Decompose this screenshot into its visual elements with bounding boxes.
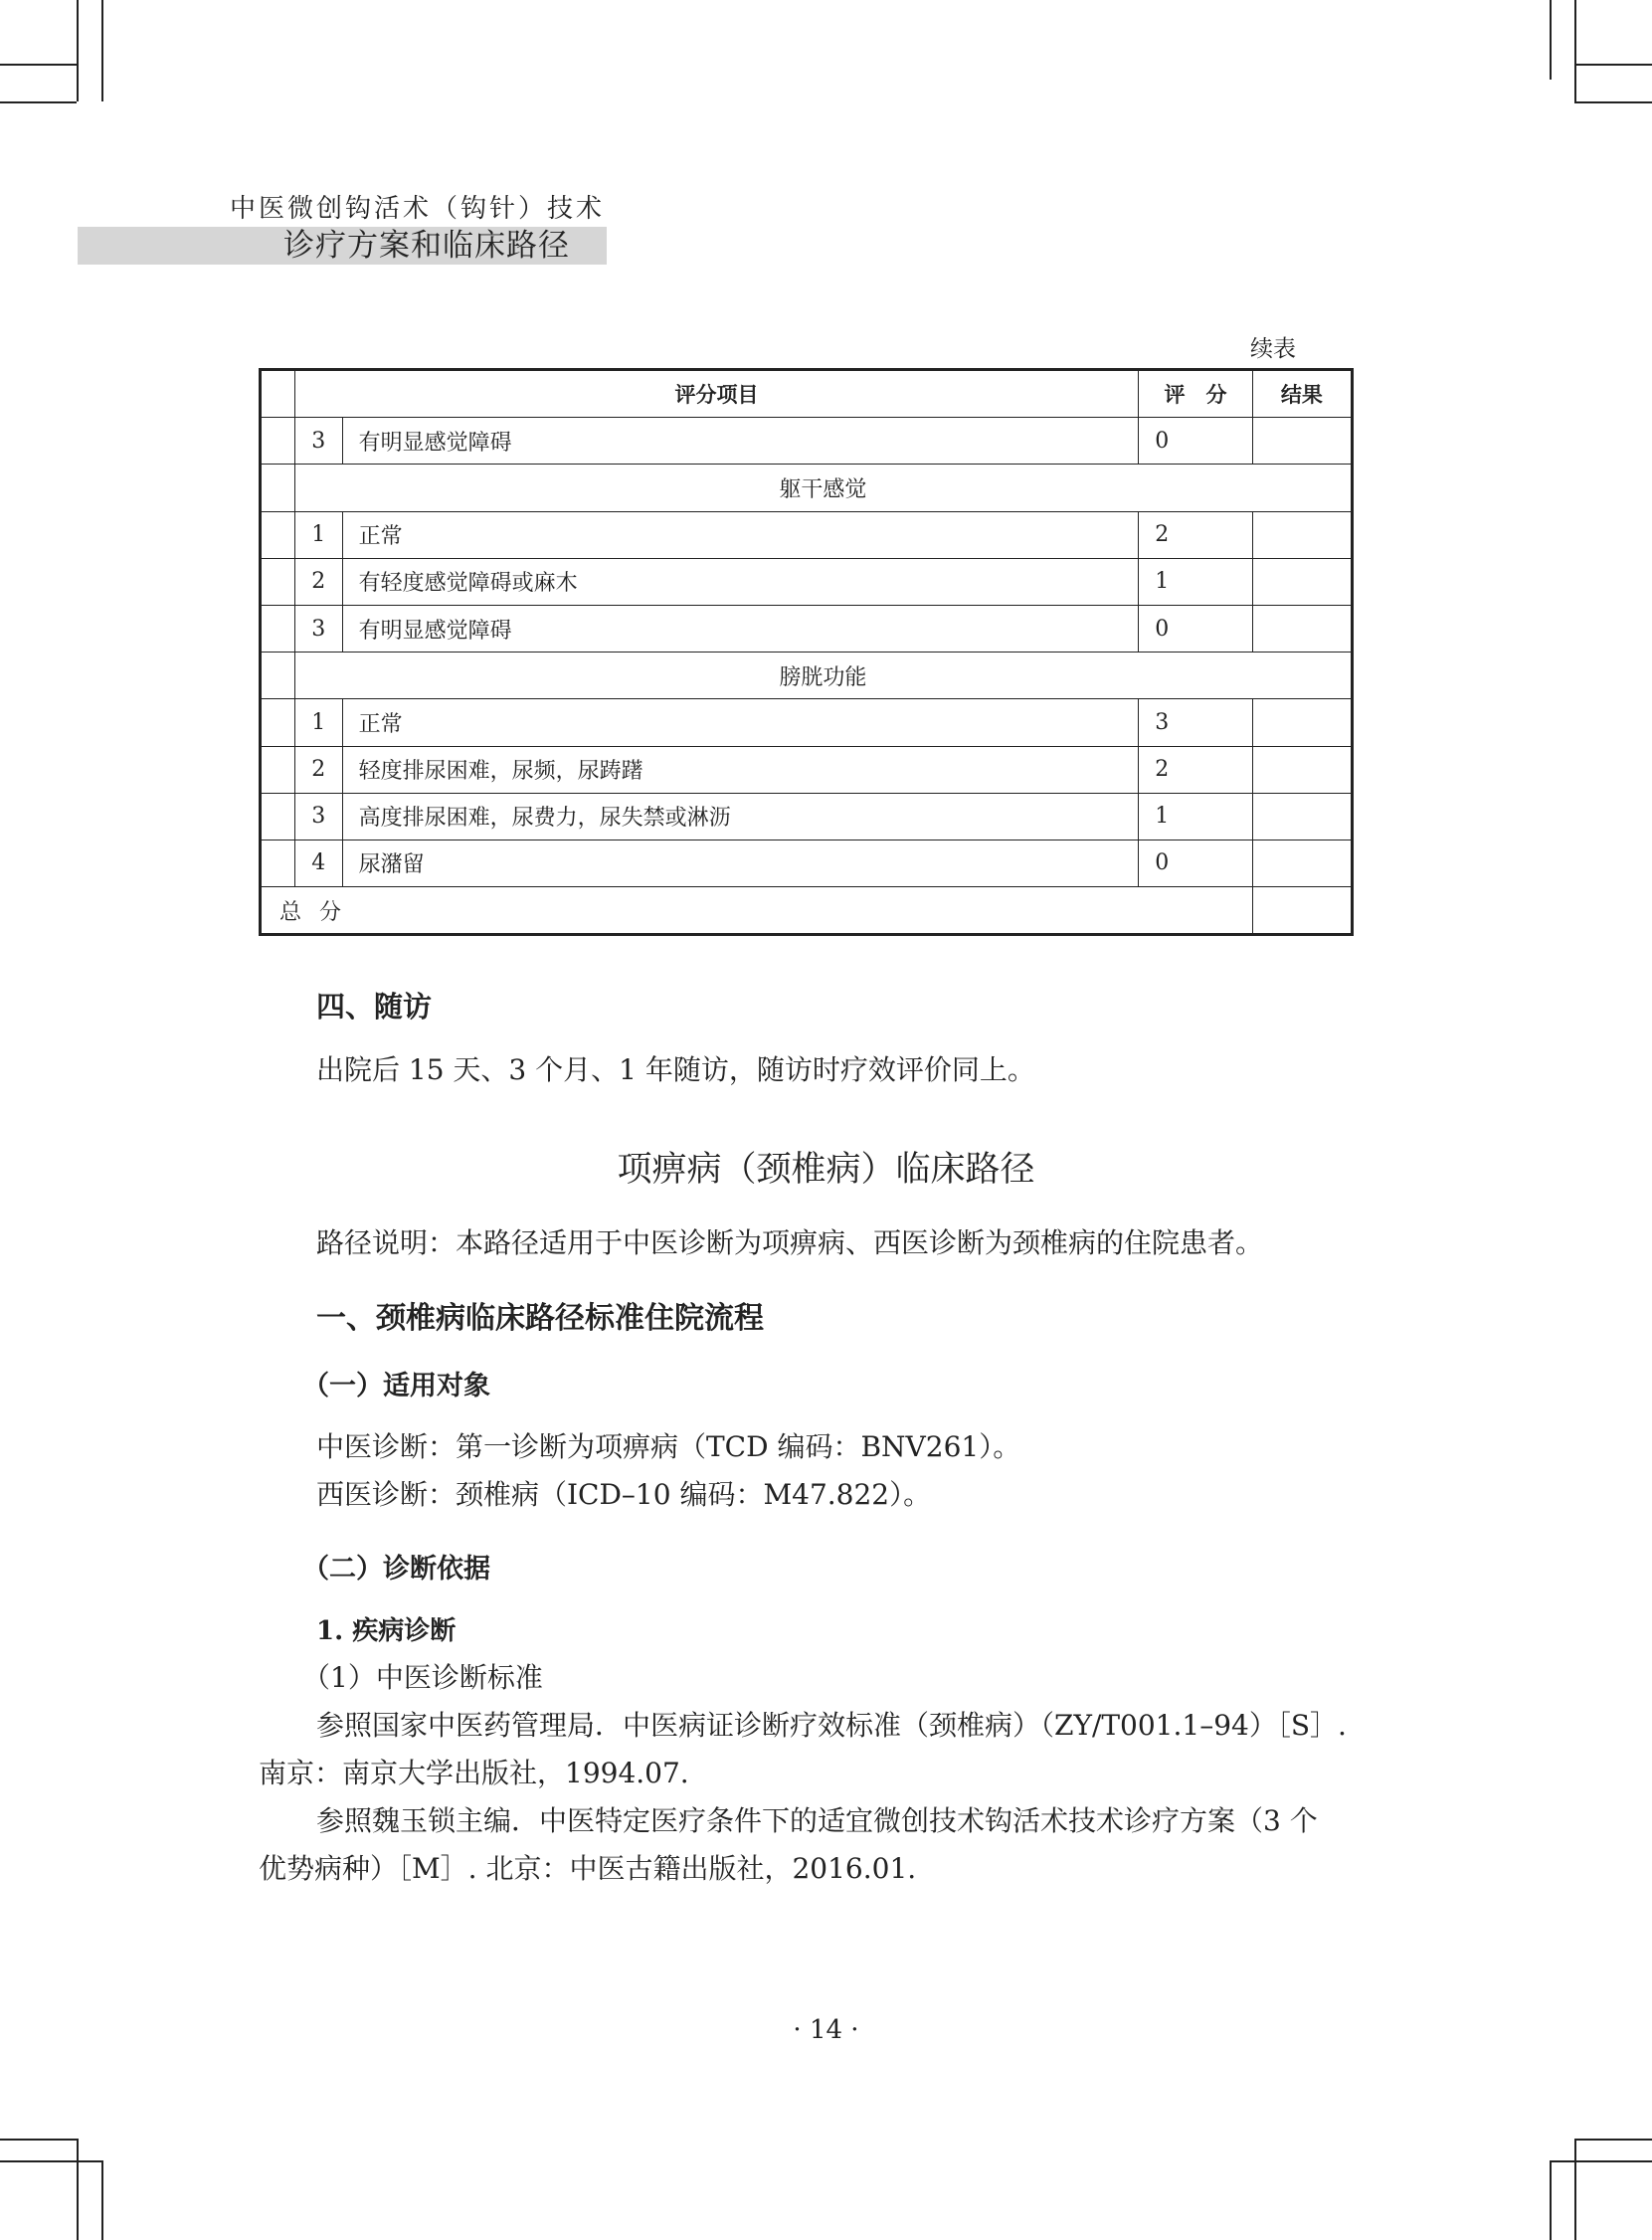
table-row <box>261 558 1353 605</box>
row-score: 3 <box>1139 699 1252 746</box>
section-label: 膀胱功能 <box>294 653 1352 699</box>
score-table <box>259 368 1354 936</box>
row-score: 0 <box>1139 840 1252 886</box>
item-tcm-criteria: （1）中医诊断标准 <box>302 1661 543 1694</box>
table-header-row <box>261 370 1353 418</box>
table-cell <box>261 840 295 886</box>
section-heading-1: 一、颈椎病临床路径标准住院流程 <box>316 1301 764 1336</box>
row-description: 高度排尿困难，尿费力，尿失禁或淋沥 <box>342 793 1139 840</box>
crop-mark <box>1574 0 1576 101</box>
table-cell <box>261 465 295 511</box>
row-result <box>1252 793 1352 840</box>
row-index: 1 <box>294 699 342 746</box>
row-score: 1 <box>1139 793 1252 840</box>
western-diagnosis: 西医诊断：颈椎病（ICD–10 编码：M47.822）。 <box>316 1478 932 1511</box>
table-cell <box>261 793 295 840</box>
crop-mark <box>0 64 77 66</box>
row-description: 有轻度感觉障碍或麻木 <box>342 558 1139 605</box>
table-section-row <box>261 465 1353 511</box>
row-result <box>1252 558 1352 605</box>
crop-mark <box>77 0 79 101</box>
row-score: 1 <box>1139 558 1252 605</box>
table-row <box>261 418 1353 465</box>
row-index: 1 <box>294 511 342 558</box>
crop-mark <box>101 2160 103 2240</box>
reference-1-line-1: 参照国家中医药管理局．中医病证诊断疗效标准（颈椎病）（ZY/T001.1–94）［S］. <box>316 1709 1347 1742</box>
row-score: 2 <box>1139 511 1252 558</box>
section-label: 躯干感觉 <box>294 465 1352 511</box>
table-cell <box>261 558 295 605</box>
table-cell <box>261 746 295 793</box>
row-index: 3 <box>294 418 342 465</box>
table-cell <box>261 653 295 699</box>
pathway-title: 项痹病（颈椎病）临床路径 <box>617 1150 1035 1190</box>
row-index: 3 <box>294 793 342 840</box>
column-header-score: 评 分 <box>1139 370 1252 418</box>
reference-1-line-2: 南京：南京大学出版社，1994.07. <box>259 1757 689 1789</box>
row-result <box>1252 840 1352 886</box>
subsection-heading-applicable: （一）适用对象 <box>302 1371 490 1401</box>
row-result <box>1252 418 1352 465</box>
table-row <box>261 511 1353 558</box>
row-index: 2 <box>294 558 342 605</box>
subsection-heading-basis: （二）诊断依据 <box>302 1554 490 1585</box>
table-cell <box>261 605 295 652</box>
row-description: 正常 <box>342 699 1139 746</box>
crop-mark <box>101 0 103 101</box>
table-cell <box>261 511 295 558</box>
column-header-result: 结果 <box>1252 370 1352 418</box>
row-index: 2 <box>294 746 342 793</box>
book-subtitle: 诊疗方案和临床路径 <box>283 228 570 264</box>
table-row <box>261 746 1353 793</box>
table-cell <box>261 699 295 746</box>
pathway-note: 路径说明：本路径适用于中医诊断为项痹病、西医诊断为颈椎病的住院患者。 <box>316 1226 1264 1259</box>
crop-mark <box>77 2139 79 2240</box>
row-score: 0 <box>1139 418 1252 465</box>
row-score: 0 <box>1139 605 1252 652</box>
row-index: 3 <box>294 605 342 652</box>
table-row <box>261 699 1353 746</box>
row-result <box>1252 605 1352 652</box>
table-cell <box>261 370 295 418</box>
table-total-row <box>261 887 1353 935</box>
reference-2-line-2: 优势病种）［M］. 北京：中医古籍出版社，2016.01. <box>259 1852 917 1885</box>
row-description: 尿潴留 <box>342 840 1139 886</box>
crop-mark <box>1574 64 1652 66</box>
row-result <box>1252 511 1352 558</box>
crop-mark <box>0 2160 101 2162</box>
crop-mark <box>1550 0 1552 80</box>
crop-mark <box>1574 2139 1576 2240</box>
tcm-diagnosis: 中医诊断：第一诊断为项痹病（TCD 编码：BNV261）。 <box>316 1430 1021 1463</box>
row-index: 4 <box>294 840 342 886</box>
row-description: 正常 <box>342 511 1139 558</box>
page-number: · 14 · <box>793 2015 859 2045</box>
crop-mark <box>1574 101 1652 103</box>
item-disease-diagnosis: 1. 疾病诊断 <box>316 1616 457 1646</box>
book-title: 中医微创钩活术（钩针）技术 <box>230 194 606 224</box>
followup-text: 出院后 15 天、3 个月、1 年随访，随访时疗效评价同上。 <box>316 1053 1035 1086</box>
table-continued-label: 续表 <box>1250 336 1296 362</box>
table-section-row <box>261 653 1353 699</box>
section-heading-followup: 四、随访 <box>316 990 433 1024</box>
row-description: 有明显感觉障碍 <box>342 418 1139 465</box>
row-result <box>1252 746 1352 793</box>
crop-mark <box>0 101 77 103</box>
crop-mark <box>1550 2160 1652 2162</box>
column-header-item: 评分项目 <box>294 370 1138 418</box>
total-result <box>1252 887 1352 935</box>
table-row <box>261 840 1353 886</box>
crop-mark <box>1574 2139 1652 2141</box>
crop-mark <box>0 2139 77 2141</box>
crop-mark <box>1550 2160 1552 2240</box>
row-score: 2 <box>1139 746 1252 793</box>
row-result <box>1252 699 1352 746</box>
row-description: 轻度排尿困难，尿频，尿踌躇 <box>342 746 1139 793</box>
reference-2-line-1: 参照魏玉锁主编．中医特定医疗条件下的适宜微创技术钩活术技术诊疗方案（3 个 <box>316 1804 1318 1837</box>
total-label: 总分 <box>261 887 1253 935</box>
row-description: 有明显感觉障碍 <box>342 605 1139 652</box>
table-row <box>261 605 1353 652</box>
table-row <box>261 793 1353 840</box>
table-cell <box>261 418 295 465</box>
